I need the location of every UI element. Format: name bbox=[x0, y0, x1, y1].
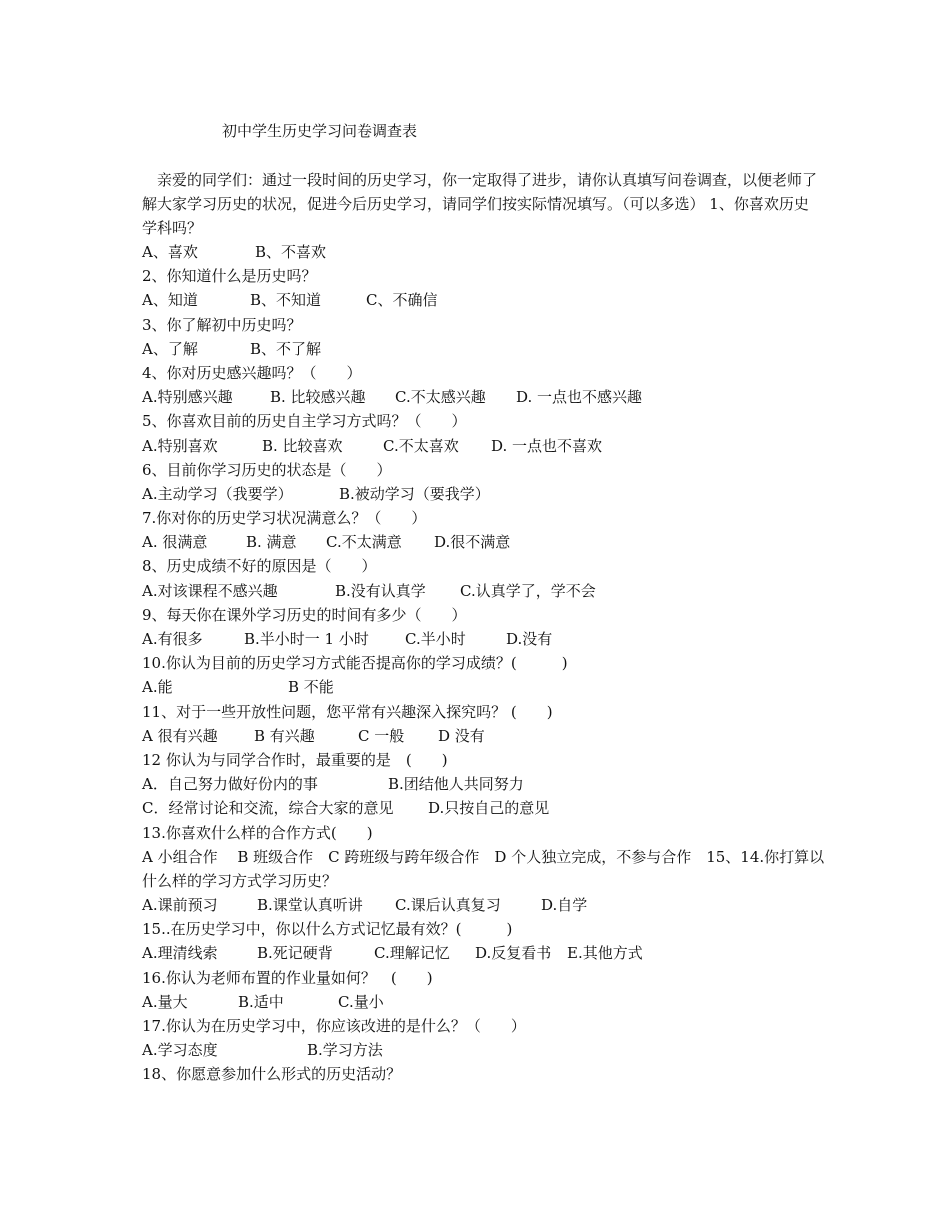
q6-question: 6、目前你学习历史的状态是（ ） bbox=[142, 460, 392, 479]
q13-options: A 小组合作 B 班级合作 C 跨班级与跨年级合作 D 个人独立完成，不参与合作 15、14.你打算以什么样的学习方式学习历史？ bbox=[142, 847, 825, 890]
option: A、喜欢 bbox=[142, 243, 198, 261]
q1-options bbox=[142, 240, 832, 264]
option: A.对该课程不感兴趣 bbox=[142, 581, 278, 600]
option: C．经常讨论和交流，综合大家的意见 bbox=[142, 799, 394, 818]
q8-question: 8、历史成绩不好的原因是（ ） bbox=[142, 557, 377, 576]
option: A、知道 bbox=[142, 291, 198, 310]
option: B.课堂认真听讲 bbox=[257, 896, 363, 915]
page-title: 初中学生历史学习问卷调查表 bbox=[222, 122, 418, 140]
option: A.主动学习（我要学） bbox=[142, 484, 293, 503]
option: D.很不满意 bbox=[434, 533, 511, 552]
q9-options bbox=[142, 627, 832, 651]
option: A．自己努力做好份内的事 bbox=[142, 775, 318, 794]
option: E.其他方式 bbox=[567, 944, 643, 963]
option: A.特别喜欢 bbox=[142, 436, 218, 455]
q11-question: 11、对于一些开放性问题，您平常有兴趣深入探究吗？ ( ) bbox=[142, 702, 553, 721]
option: B.半小时一 1 小时 bbox=[244, 630, 369, 648]
option: B. 比较感兴趣 bbox=[270, 388, 366, 407]
option: C、不确信 bbox=[366, 291, 438, 310]
option: B 有兴趣 bbox=[254, 726, 315, 745]
option: A.理清线索 bbox=[142, 944, 218, 963]
q7-question: 7.你对你的历史学习状况满意么？（ ） bbox=[142, 509, 427, 528]
q8-options bbox=[142, 579, 832, 603]
option: B.适中 bbox=[238, 992, 284, 1011]
option: B 不能 bbox=[288, 678, 334, 697]
q16-options bbox=[142, 990, 832, 1014]
q14-options bbox=[142, 893, 832, 917]
intro-paragraph bbox=[142, 168, 818, 240]
q3-options bbox=[142, 337, 832, 361]
option: C.不太喜欢 bbox=[383, 436, 459, 455]
q12-question: 12 你认为与同学合作时，最重要的是 ( ) bbox=[142, 750, 448, 769]
option: A. 很满意 bbox=[142, 533, 208, 552]
q4-options bbox=[142, 385, 832, 409]
option: C.理解记忆 bbox=[374, 944, 450, 963]
q10-question: 10.你认为目前的历史学习方式能否提高你的学习成绩？( ) bbox=[142, 654, 568, 673]
q7-options bbox=[142, 530, 832, 554]
q2-question: 2、你知道什么是历史吗？ bbox=[142, 267, 317, 286]
option: D.没有 bbox=[506, 630, 553, 648]
questionnaire-body bbox=[142, 240, 832, 1087]
option: B、不喜欢 bbox=[255, 243, 327, 261]
q12-options-cd bbox=[142, 796, 832, 820]
option: D. 一点也不感兴趣 bbox=[516, 388, 643, 407]
q18-question: 18、你愿意参加什么形式的历史活动？ bbox=[142, 1065, 402, 1084]
option: B.团结他人共同努力 bbox=[388, 775, 524, 794]
q17-question: 17.你认为在历史学习中，你应该改进的是什么？（ ） bbox=[142, 1017, 526, 1036]
q17-options bbox=[142, 1038, 832, 1062]
option: C 一般 bbox=[358, 726, 405, 745]
option: B.学习方法 bbox=[307, 1041, 383, 1060]
option: D.只按自己的意见 bbox=[428, 799, 550, 818]
option: A.课前预习 bbox=[142, 896, 218, 915]
option: B.没有认真学 bbox=[335, 581, 426, 600]
q11-options bbox=[142, 724, 832, 748]
q5-question: 5、你喜欢目前的历史自主学习方式吗？（ ） bbox=[142, 412, 467, 431]
option: C.量小 bbox=[338, 992, 384, 1011]
option: D.反复看书 bbox=[475, 944, 552, 963]
q9-question: 9、每天你在课外学习历史的时间有多少（ ） bbox=[142, 605, 467, 624]
q15-question: 15..在历史学习中，你以什么方式记忆最有效？( ) bbox=[142, 920, 513, 939]
option: D. 一点也不喜欢 bbox=[491, 436, 603, 455]
q6-options bbox=[142, 482, 832, 506]
option: A.学习态度 bbox=[142, 1041, 218, 1060]
option: C.不太感兴趣 bbox=[395, 388, 486, 407]
option: C.不太满意 bbox=[326, 533, 402, 552]
option: C.认真学了，学不会 bbox=[460, 581, 596, 600]
option: C.半小时 bbox=[405, 630, 466, 648]
option: A.量大 bbox=[142, 992, 188, 1011]
q5-options bbox=[142, 434, 832, 458]
option: A.能 bbox=[142, 678, 173, 697]
option: B. 比较喜欢 bbox=[262, 436, 343, 455]
q16-question: 16.你认为老师布置的作业量如何？ ( ) bbox=[142, 968, 433, 987]
q13-question: 13.你喜欢什么样的合作方式( ) bbox=[142, 823, 373, 842]
option: B.被动学习（要我学） bbox=[339, 484, 490, 503]
option: A 很有兴趣 bbox=[142, 726, 218, 745]
option: A.有很多 bbox=[142, 630, 203, 648]
q10-options bbox=[142, 675, 832, 699]
q3-question: 3、你了解初中历史吗？ bbox=[142, 315, 302, 334]
option: D.自学 bbox=[541, 896, 588, 915]
option: A、了解 bbox=[142, 339, 198, 358]
q2-options bbox=[142, 288, 832, 312]
option: B.死记硬背 bbox=[257, 944, 333, 963]
option: A.特别感兴趣 bbox=[142, 388, 233, 407]
q12-options-ab bbox=[142, 772, 832, 796]
option: B、不了解 bbox=[250, 339, 322, 358]
option: D 没有 bbox=[438, 726, 485, 745]
q15-options bbox=[142, 941, 832, 965]
option: B、不知道 bbox=[250, 291, 322, 310]
intro-text: 亲爱的同学们：通过一段时间的历史学习，你一定取得了进步，请你认真填写问卷调查，以便老师了解大家学习历史的状况，促进今后历史学习，请同学们按实际情况填写。（可以多选） 1、你喜欢历史学科吗？ bbox=[142, 171, 818, 237]
option: B. 满意 bbox=[246, 533, 297, 552]
option: C.课后认真复习 bbox=[395, 896, 501, 915]
q4-question: 4、你对历史感兴趣吗？（ ） bbox=[142, 363, 362, 382]
